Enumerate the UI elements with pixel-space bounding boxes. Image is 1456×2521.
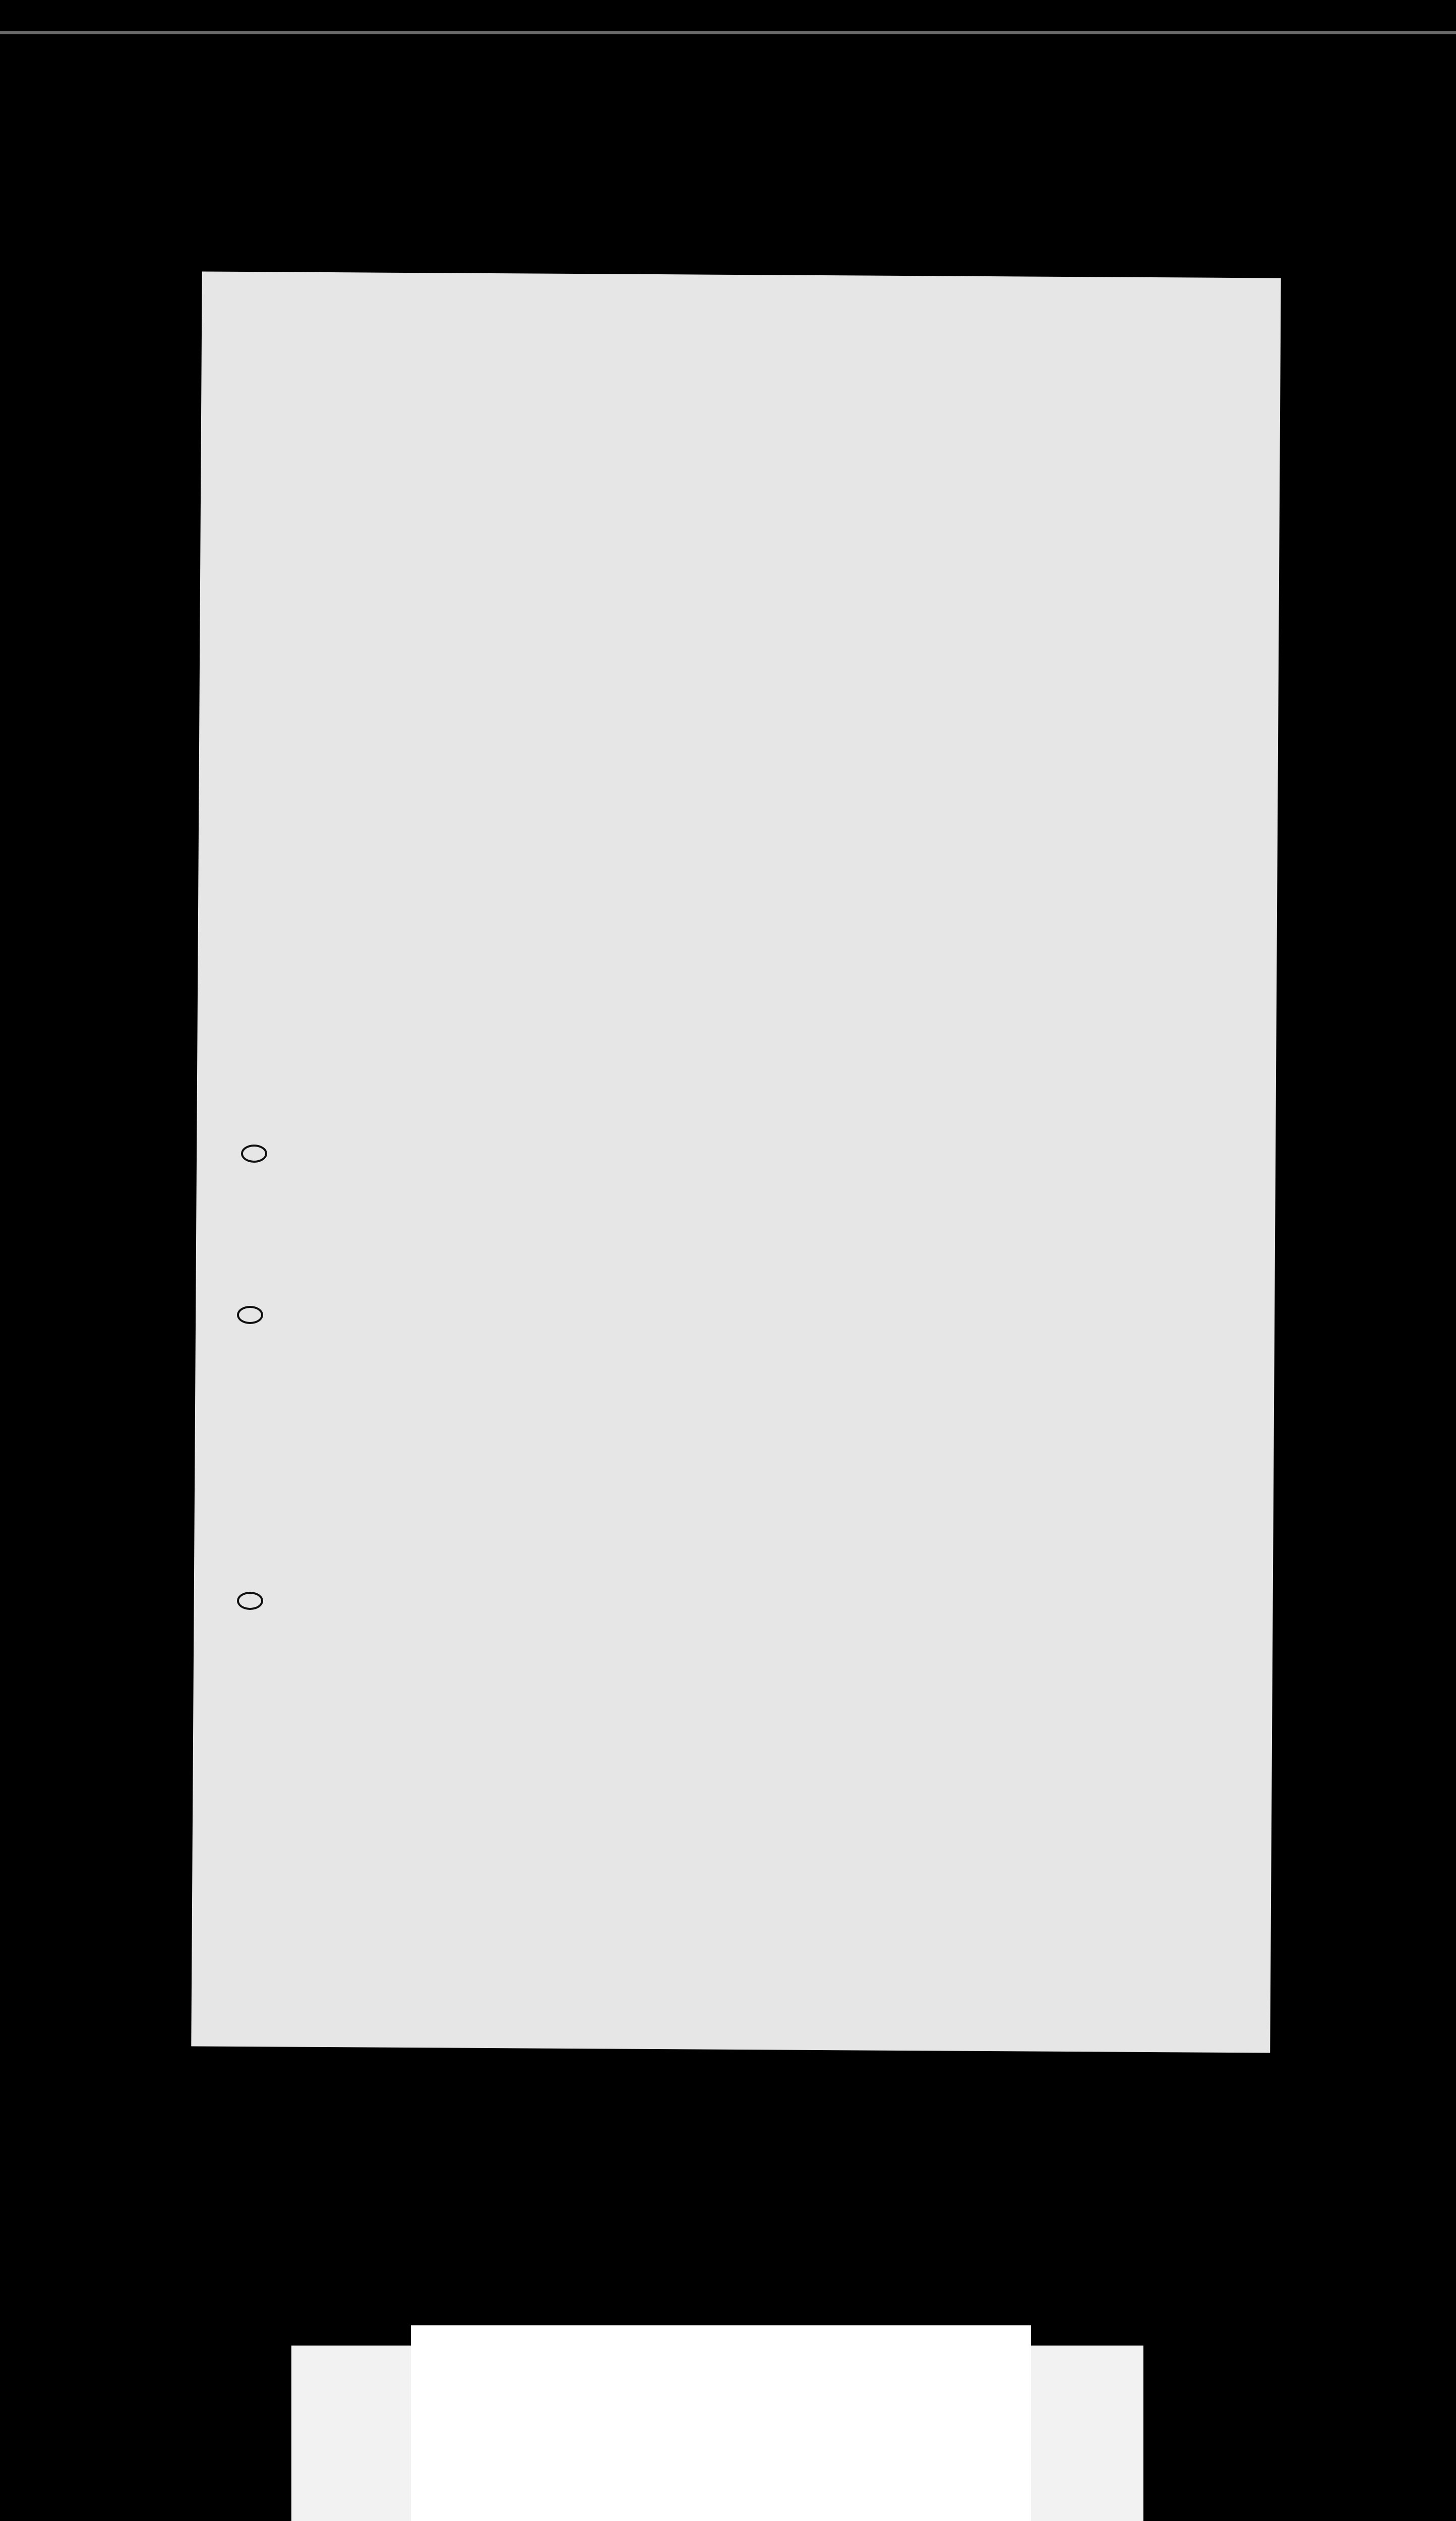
speaker-label — [237, 1592, 263, 1610]
archive-label — [411, 2325, 1031, 2521]
film-top-rule — [0, 31, 1456, 34]
typescript-page — [191, 271, 1281, 2053]
speaker-label — [237, 1306, 263, 1324]
speaker-label — [241, 1145, 267, 1163]
